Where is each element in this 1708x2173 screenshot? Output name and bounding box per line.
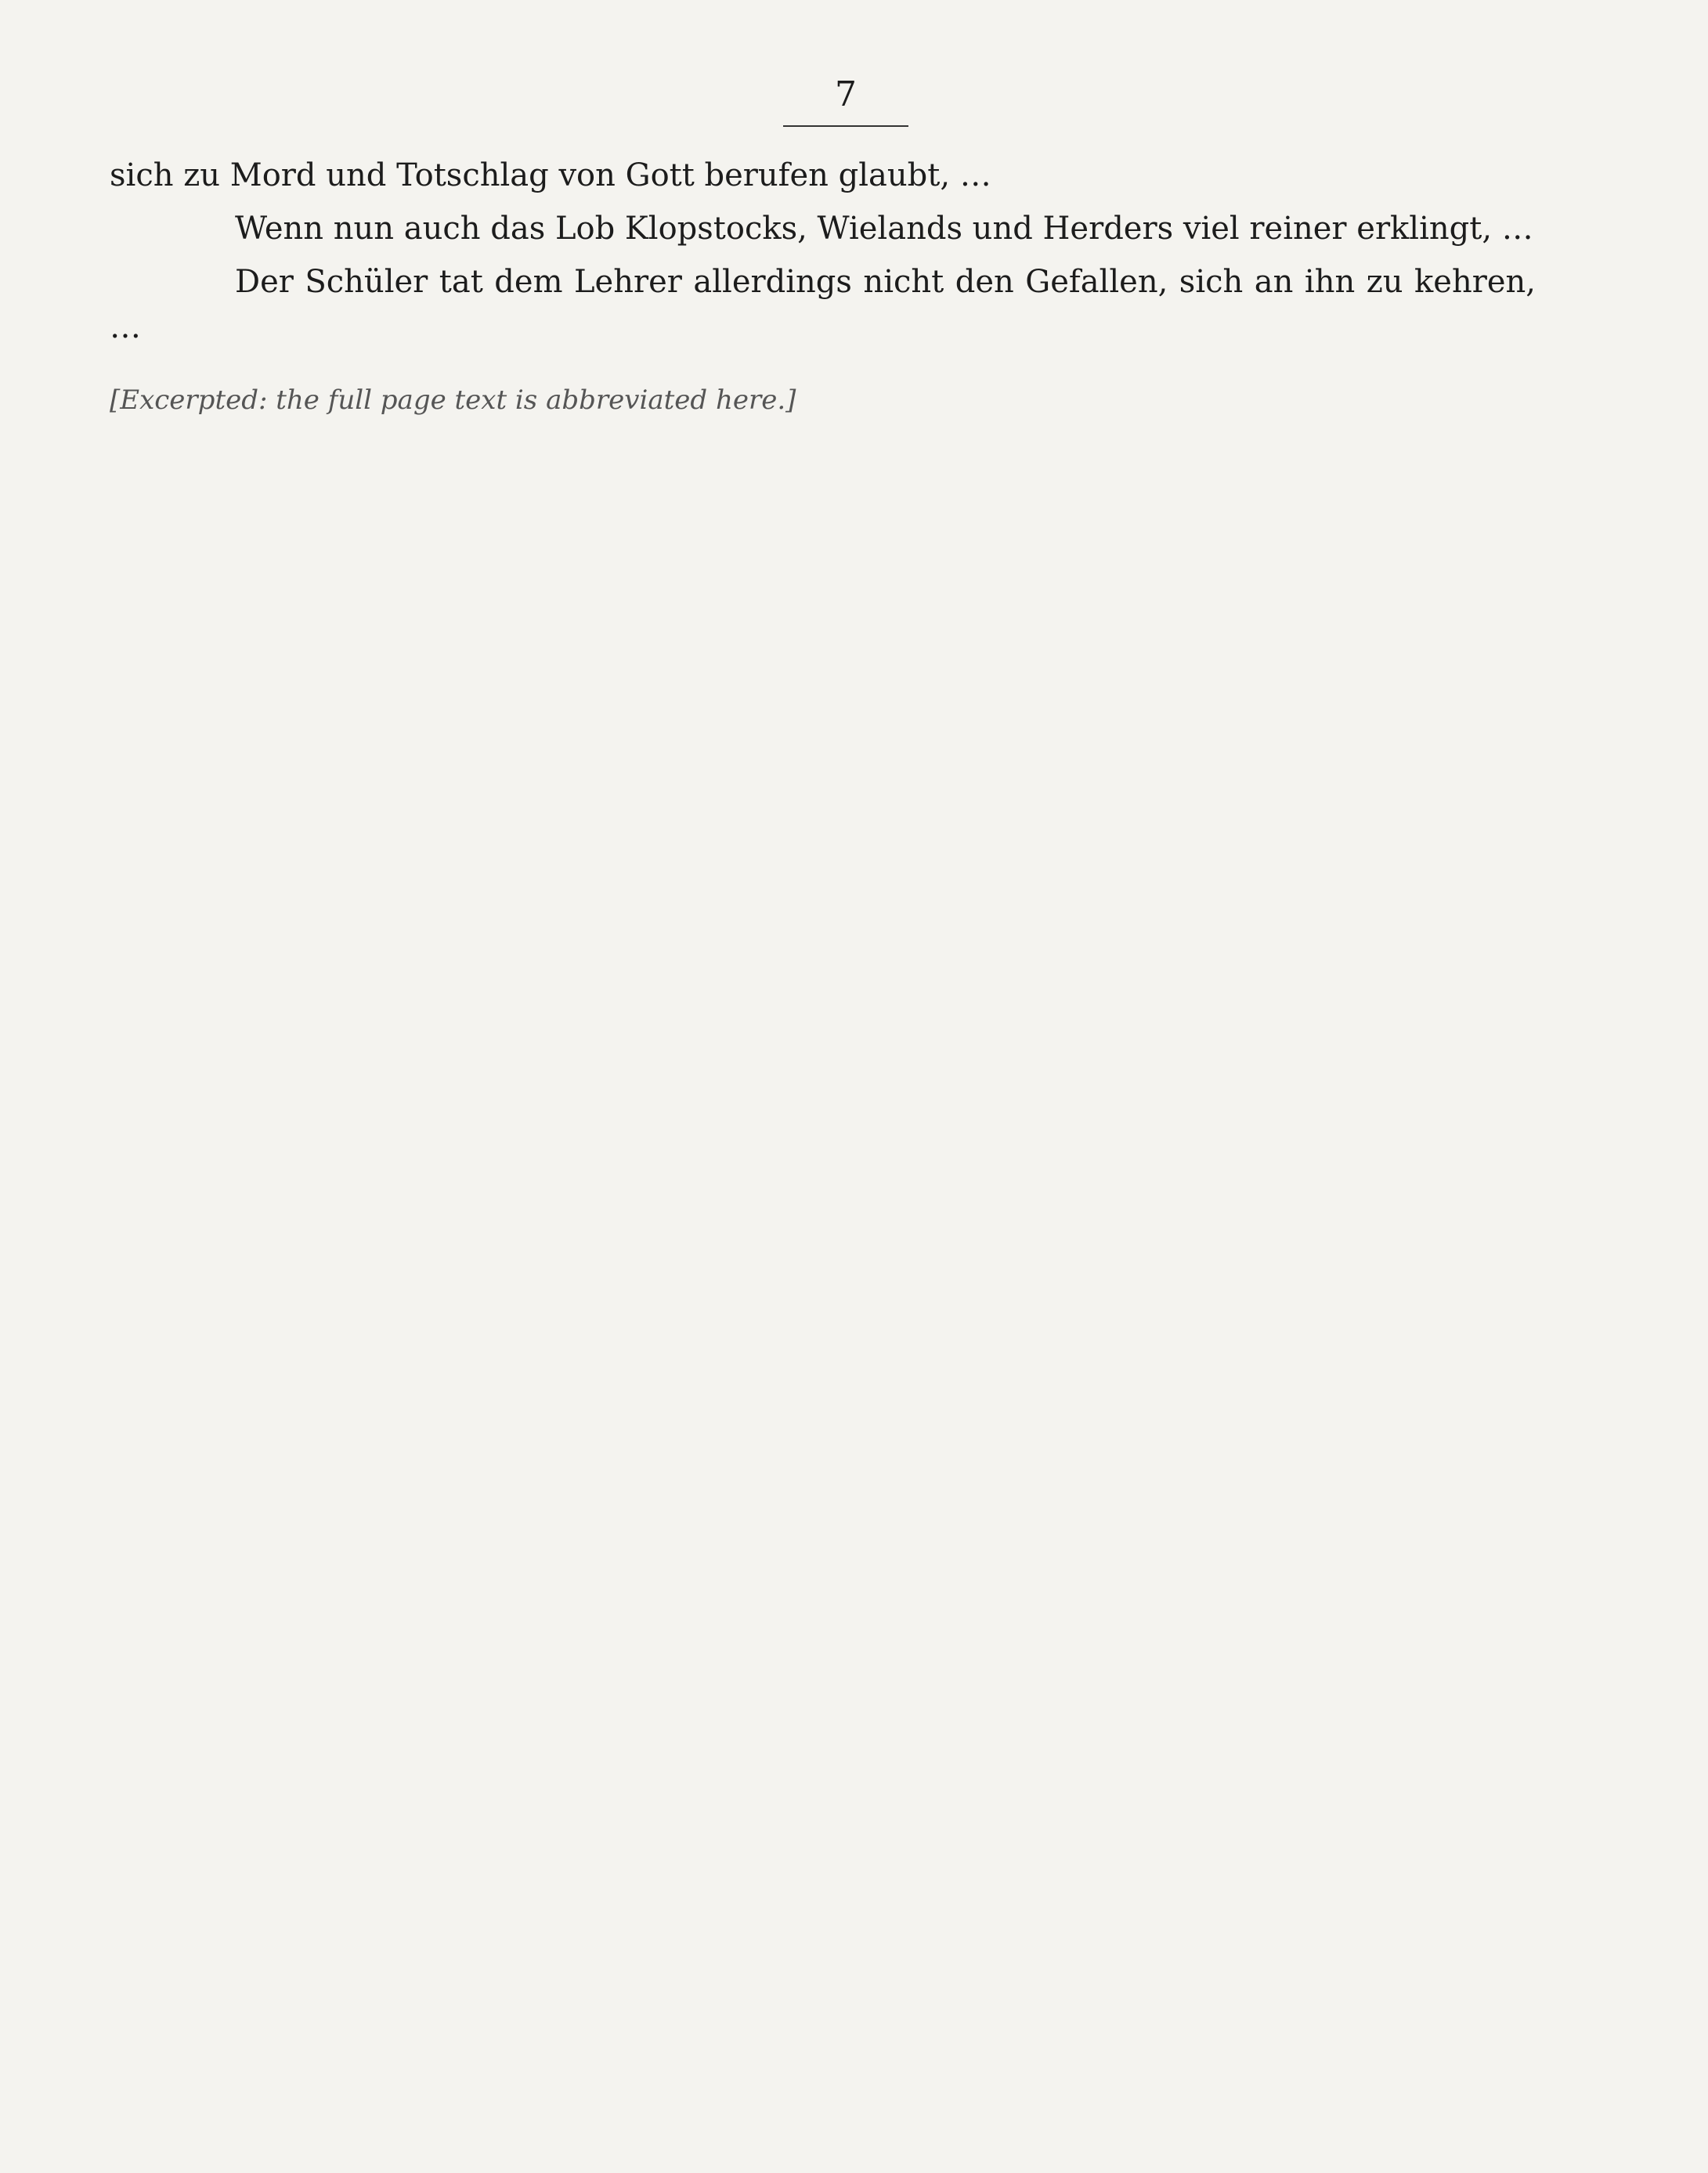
header-rule (783, 125, 908, 127)
paragraph-1: sich zu Mord und Totschlag von Gott berufen glaubt, … (110, 157, 991, 193)
paragraph-3: Der Schüler tat dem Lehrer allerdings nicht den Gefallen, sich an ihn zu kehren, … (110, 264, 1536, 345)
paragraph-2: Wenn nun auch das Lob Klopstocks, Wielands und Herders viel reiner erklingt, … (235, 211, 1533, 247)
body-text (110, 153, 1536, 446)
page-number: 7 (835, 74, 857, 114)
excerpt-note: [Excerpted: the full page text is abbreviated here.] (110, 384, 796, 416)
